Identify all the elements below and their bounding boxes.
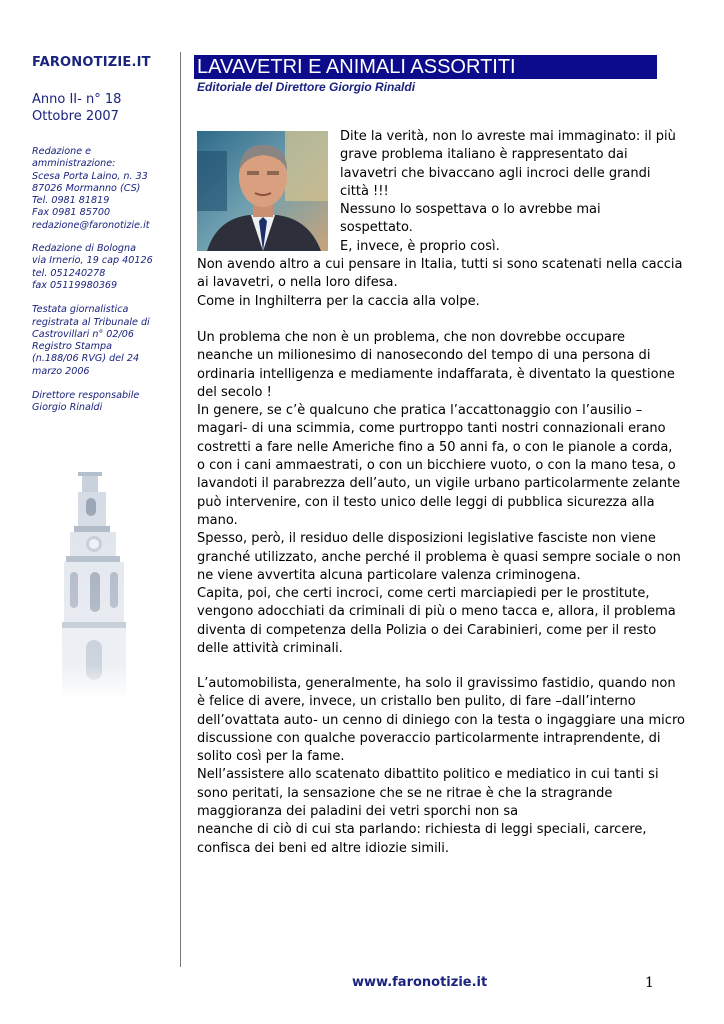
text-line: magari- di una scimmia, come purtroppo tanti nostri connazionali erano <box>197 421 666 437</box>
masthead-sidebar <box>32 55 172 415</box>
text-line: Nessuno lo sospettava o lo avrebbe mai <box>340 202 601 218</box>
contact-line: Tel. 0981 81819 <box>32 195 110 207</box>
text-line: ai lavavetri, o nella loro difesa. <box>197 275 398 291</box>
text-line: E, invece, è proprio così. <box>340 238 500 254</box>
text-line: costretti a fare nelle Americhe fino a 50 anni fa, o con le pianole a corda, <box>197 439 673 455</box>
registration-line: Registro Stampa <box>32 341 112 353</box>
bologna-contacts <box>32 243 172 292</box>
contact-line: amministrazione: <box>32 158 116 170</box>
footer-website-link[interactable]: www.faronotizie.it <box>352 975 488 990</box>
text-line: discussione con qualche poveraccio particolarmente intraprendente, di <box>197 730 661 746</box>
text-line: solito così per la fame. <box>197 749 345 765</box>
author-portrait <box>197 131 328 251</box>
contact-line: 87026 Mormanno (CS) <box>32 182 141 194</box>
contact-line: tel. 051240278 <box>32 267 106 279</box>
text-line: Un problema che non è un problema, che non dovrebbe occupare <box>197 330 626 345</box>
bell-tower-illustration <box>56 468 134 700</box>
director-name: Giorgio Rinaldi <box>32 402 103 414</box>
registration-line: registrata al Tribunale di <box>32 316 150 328</box>
text-line: Come in Inghilterra per la caccia alla volpe. <box>197 293 480 309</box>
article-paragraph <box>197 256 683 311</box>
registration-line: (n.188/06 RVG) del 24 <box>32 353 140 365</box>
text-line: confisca dei beni ed altre idiozie simili. <box>197 840 450 856</box>
article-byline: Editoriale del Direttore Giorgio Rinaldi <box>197 80 416 94</box>
text-line: dell’ovattata auto- un cenno di diniego con la testa o ingaggiare una micro <box>197 712 685 728</box>
registration-info <box>32 304 172 378</box>
registration-line: marzo 2006 <box>32 365 90 377</box>
text-line: città !!! <box>340 183 389 199</box>
text-line: del secolo ! <box>197 384 272 400</box>
registration-line: Castrovillari n° 02/06 <box>32 328 134 340</box>
text-line: ne viene avvertita alcuna particolare valenza criminogena. <box>197 567 581 583</box>
contact-line: via Irnerio, 19 cap 40126 <box>32 255 153 267</box>
text-line: ordinaria intelligenza e mediamente indaffarata, è diventato la questione <box>197 366 675 382</box>
text-line: vengono adocchiati da criminali di più o meno tacca e, allora, il problema <box>197 604 676 620</box>
text-line: Nell’assistere allo scatenato dibattito politico e mediatico in cui tanti si <box>197 767 659 783</box>
contact-line: Fax 0981 85700 <box>32 207 111 219</box>
text-line: lavavetri che bivaccano agli incroci delle grandi <box>340 165 651 181</box>
text-line: grave problema italiano è rappresentato dai <box>340 147 628 163</box>
text-line: può intervenire, con il testo unico delle leggi di pubblica sicurezza alla <box>197 494 655 510</box>
registration-line: Testata giornalistica <box>32 304 129 316</box>
text-line: diventa di competenza della Polizia o dei Carabinieri, come per il resto <box>197 622 657 638</box>
issue-date: Ottobre 2007 <box>32 109 119 124</box>
contact-line: Scesa Porta Laino, n. 33 <box>32 170 148 182</box>
article-paragraph <box>197 329 681 658</box>
contact-line: fax 05119980369 <box>32 279 118 291</box>
text-line: Dite la verità, non lo avreste mai immaginato: il più <box>340 129 676 144</box>
text-line: sospettato. <box>340 220 413 236</box>
text-line: granché utilizzato, anche perché il problema è quasi sempre sociale o non <box>197 549 681 565</box>
text-line: neanche un milionesimo di nanosecondo del tempo di una persona di <box>197 348 651 364</box>
article-paragraph <box>197 675 685 858</box>
article-intro <box>340 128 676 256</box>
contact-email: redazione@faronotizie.it <box>32 219 150 231</box>
text-line: Spesso, però, il residuo delle disposizioni legislative fasciste non viene <box>197 531 656 547</box>
text-line: Capita, poi, che certi incroci, come certi marciapiedi per le prostitute, <box>197 586 650 602</box>
text-line: sono peritati, la sensazione che se ne ritrae è che la stragrande <box>197 785 613 801</box>
text-line: In genere, se c’è qualcuno che pratica l’accattonaggio con l’ausilio – <box>197 403 643 419</box>
page-number: 1 <box>645 975 654 991</box>
contact-line: Redazione e <box>32 146 92 157</box>
article-title: LAVAVETRI E ANIMALI ASSORTITI <box>194 55 657 79</box>
text-line: neanche di ciò di cui sta parlando: richiesta di leggi speciali, carcere, <box>197 822 647 838</box>
issue-info <box>32 91 172 125</box>
text-line: mano. <box>197 512 238 528</box>
text-line: maggioranza dei paladini dei vetri sporchi non sa <box>197 804 519 820</box>
text-line: delle attività criminali. <box>197 641 343 657</box>
brand-name: FARONOTIZIE.IT <box>32 55 151 70</box>
text-line: Non avendo altro a cui pensare in Italia, tutti si sono scatenati nella caccia <box>197 257 683 272</box>
text-line: o con i cani ammaestrati, o con un bicchiere vuoto, o con la mano tesa, o <box>197 458 676 474</box>
issue-number: Anno II- n° 18 <box>32 92 122 107</box>
text-line: è felice di avere, invece, un cristallo ben pulito, di fare –dall’interno <box>197 694 636 710</box>
column-divider <box>180 52 181 967</box>
director-label: Direttore responsabile <box>32 390 140 402</box>
text-line: L’automobilista, generalmente, ha solo il gravissimo fastidio, quando non <box>197 676 676 691</box>
redazione-contacts <box>32 146 172 232</box>
contact-line: Redazione di Bologna <box>32 243 136 255</box>
text-line: lavandoti il parabrezza dell’auto, un vigile urbano particolarmente zelante <box>197 476 681 492</box>
director-info <box>32 390 172 415</box>
